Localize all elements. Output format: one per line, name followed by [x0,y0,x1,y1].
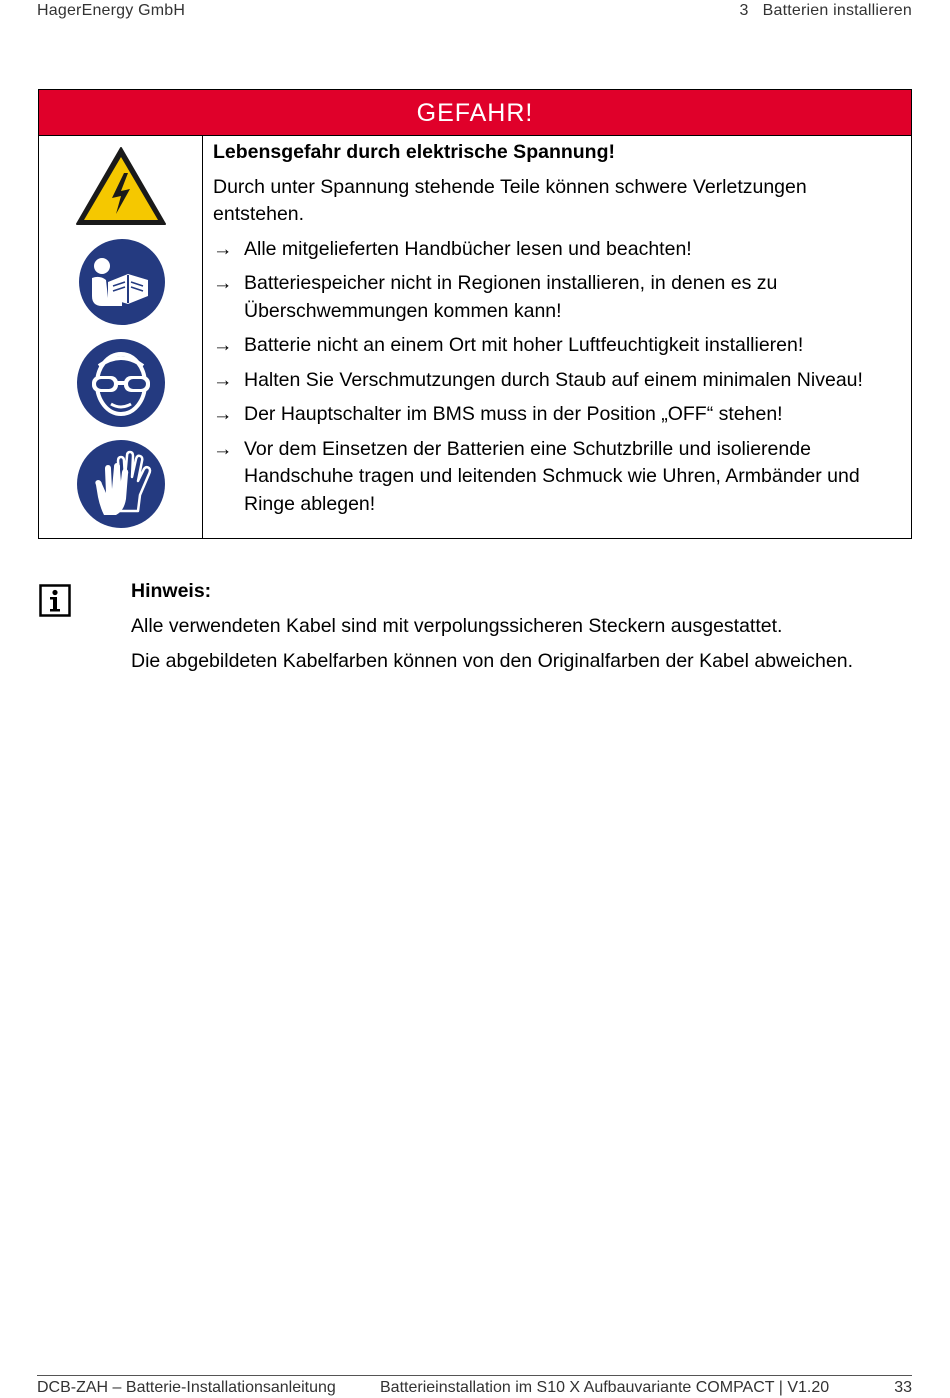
danger-body [39,135,911,538]
list-item [213,270,891,325]
footer-document: DCB-ZAH – Batterie-Installationsanleitung [37,1379,336,1396]
arrow-right-icon: → [213,334,233,356]
note-title: Hinweis: [131,580,212,602]
arrow-right-icon: → [213,237,233,260]
list-item-text: Alle mitgelieferten Handbücher lesen und beachten! [244,237,692,260]
header-company: HagerEnergy GmbH [37,2,186,19]
chapter-number: 3 [739,2,749,19]
list-item-text: Batteriespeicher nicht in Regionen installieren, in denen es zu Überschwemmungen kommen kann! [244,272,778,322]
header-chapter [740,2,912,20]
danger-title: Lebensgefahr durch elektrische Spannung! [213,141,615,163]
page-footer [37,1375,912,1396]
note-block [131,577,853,675]
list-item-text: Vor dem Einsetzen der Batterien eine Schutzbrille und isolierende Handschuhe tragen und leitenden Schmuck wie Uhren, Armbänder und Ringe ablegen! [244,437,860,515]
wear-goggles-icon [76,338,166,428]
list-item-text: Batterie nicht an einem Ort mit hoher Luftfeuchtigkeit installieren! [244,334,804,356]
danger-notice [38,89,912,539]
info-icon [39,584,71,617]
note-line: Die abgebildeten Kabelfarben können von den Originalfarben der Kabel abweichen. [131,650,854,672]
high-voltage-warning-icon [75,146,167,226]
read-manual-icon [78,238,166,326]
page-number: 33 [894,1379,912,1396]
list-item [213,401,891,429]
danger-text [213,135,891,525]
chapter-title: Batterien installieren [762,2,912,19]
footer-section: Batterieinstallation im S10 X Aufbauvariante COMPACT | V1.20 [380,1379,830,1396]
note-line: Alle verwendeten Kabel sind mit verpolungssicheren Steckern ausgestattet. [131,615,783,637]
safety-symbols [39,135,203,538]
list-item [213,367,891,395]
danger-description: Durch unter Spannung stehende Teile können schwere Verletzungen entstehen. [213,175,807,225]
list-item-text: Der Hauptschalter im BMS muss in der Position „OFF“ stehen! [244,403,783,425]
danger-instructions [213,236,891,519]
list-item [213,436,891,519]
danger-heading: GEFAHR! [39,90,911,136]
arrow-right-icon: → [213,437,233,460]
arrow-right-icon: → [213,272,233,294]
list-item [213,332,891,360]
wear-gloves-icon [76,439,166,529]
arrow-right-icon: → [213,368,233,391]
list-item-text: Halten Sie Verschmutzungen durch Staub auf einem minimalen Niveau! [244,368,863,391]
list-item [213,236,891,264]
arrow-right-icon: → [213,403,233,425]
